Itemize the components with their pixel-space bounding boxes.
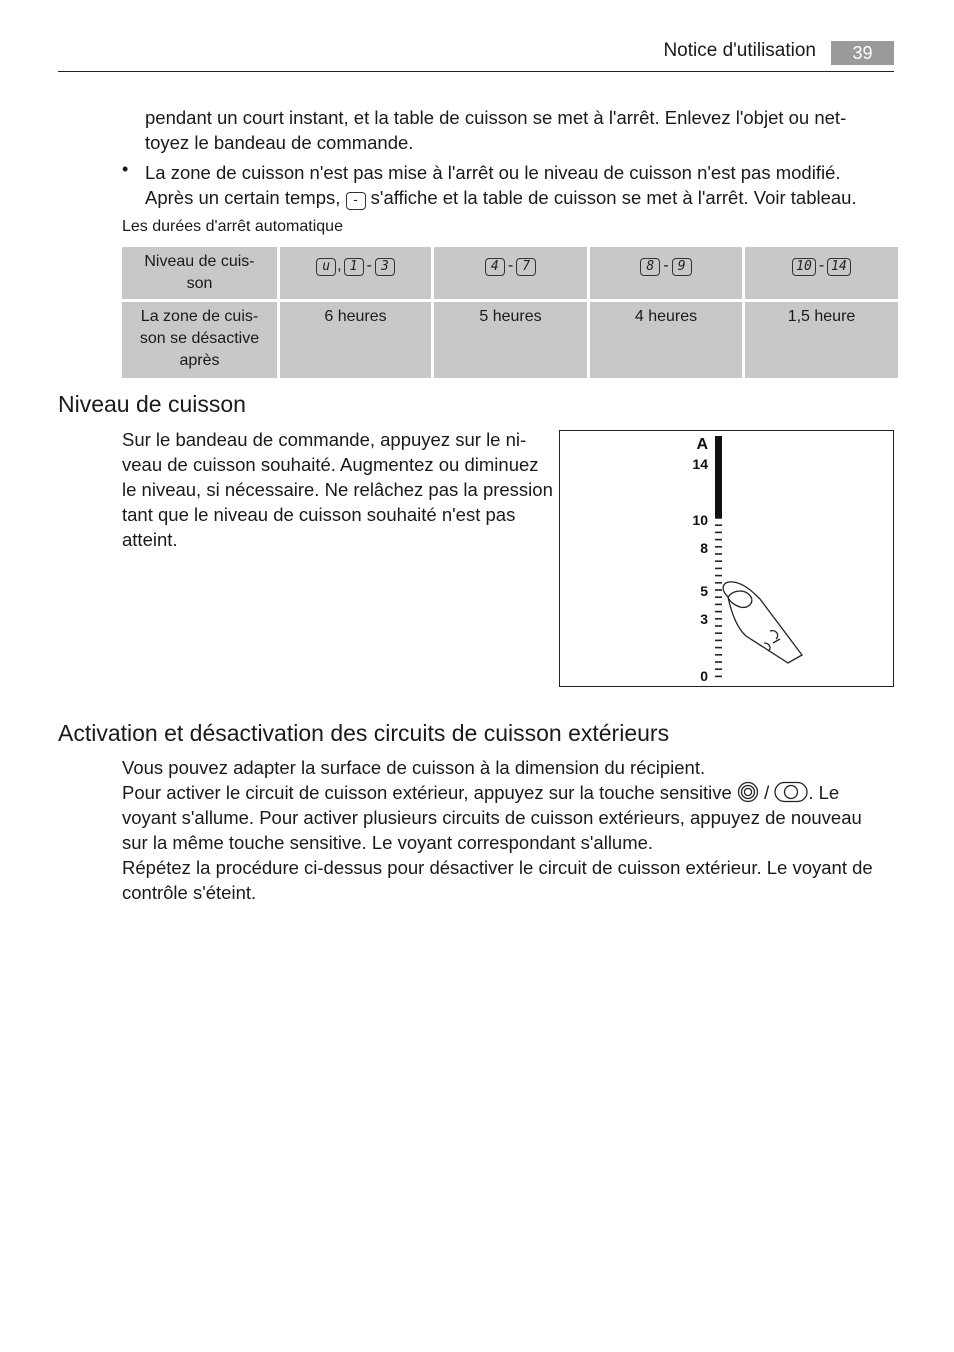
slider-label-5: 5 (700, 583, 708, 599)
level-cell: u , 1 - 3 (280, 247, 431, 299)
page-header (58, 38, 894, 72)
duration-cell: 6 heures (280, 302, 431, 378)
table-caption: Les durées d'arrêt automatique (122, 218, 343, 235)
level-cell: 10 - 14 (745, 247, 898, 299)
slider-label-a: A (696, 436, 708, 453)
duration-cell: 5 heures (434, 302, 587, 378)
section1-line: le niveau, si nécessaire. Ne relâchez pas la pression (122, 479, 553, 500)
slider-label-0: 0 (700, 668, 708, 684)
section1-line: Sur le bandeau de commande, appuyez sur le ni- (122, 429, 527, 450)
bullet-line-1: La zone de cuisson n'est pas mise à l'arrêt ou le niveau de cuisson n'est pas modifié. (145, 162, 841, 183)
finger-icon (723, 582, 802, 663)
level-cell: 4 - 7 (434, 247, 587, 299)
section2-line-1: Vous pouvez adapter la surface de cuisson à la dimension du récipient. (122, 757, 706, 778)
bullet-line-2-a: Après un certain temps, (145, 187, 341, 208)
section1-line: veau de cuisson souhaité. Augmentez ou diminuez (122, 454, 539, 475)
duration-cell: 4 heures (590, 302, 742, 378)
slider-label-3: 3 (700, 611, 708, 627)
section2-line-3: voyant s'allume. Pour activer plusieurs circuits de cuisson extérieurs, appuyez de nouveau (122, 807, 862, 828)
section2-line-6: contrôle s'éteint. (122, 882, 257, 903)
circle-zone-icon (737, 781, 759, 803)
slider-label-8: 8 (700, 540, 708, 556)
header-title: Notice d'utilisation (663, 40, 816, 61)
slider-svg (560, 431, 893, 686)
section1-line: atteint. (122, 529, 178, 550)
duration-cell: 1,5 heure (745, 302, 898, 378)
bullet-line-2 (145, 185, 857, 210)
section-title-activation: Activation et désactivation des circuits de cuisson extérieurs (58, 720, 670, 746)
slider-illustration (559, 430, 894, 687)
oval-zone-icon (774, 781, 808, 803)
section-title-niveau: Niveau de cuisson (58, 391, 246, 417)
display-dash-symbol: - (346, 192, 366, 210)
bullet-marker: • (122, 159, 129, 179)
intro-line-1: pendant un court instant, et la table de cuisson se met à l'arrêt. Enlevez l'objet ou net- (145, 107, 847, 128)
slider-bar-top (715, 436, 722, 518)
intro-line-2: toyez le bandeau de commande. (145, 132, 414, 153)
section2-line-2: Pour activer le circuit de cuisson extérieur, appuyez sur la touche sensitive / . Le (122, 782, 840, 803)
row-header-level: Niveau de cuis- son (122, 247, 277, 299)
slider-label-10: 10 (692, 512, 708, 528)
row-header-duration: La zone de cuis- son se désactive après (122, 302, 277, 378)
level-cell: 8 - 9 (590, 247, 742, 299)
slider-label-14: 14 (692, 456, 708, 472)
section2-line-5: Répétez la procédure ci-dessus pour désactiver le circuit de cuisson extérieur. Le voyant de (122, 857, 873, 878)
section2-line-4: sur la même touche sensitive. Le voyant correspondant s'allume. (122, 832, 654, 853)
section1-line: tant que le niveau de cuisson souhaité n'est pas (122, 504, 516, 525)
page-number: 39 (831, 41, 894, 65)
bullet-line-2-b: s'affiche et la table de cuisson se met à l'arrêt. Voir tableau. (370, 187, 857, 208)
auto-off-table (119, 244, 901, 381)
